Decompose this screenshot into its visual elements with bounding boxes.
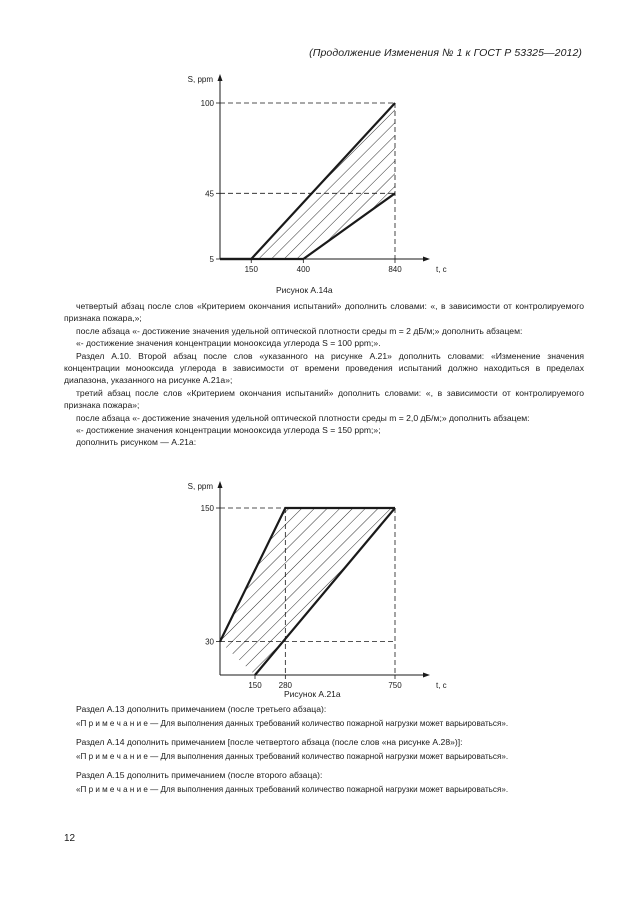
y-axis-arrow — [218, 74, 223, 81]
paragraph: Раздел А.14 дополнить примечанием [после четвертого абзаца (после слов «на рисунке А.28»)]: — [76, 736, 463, 747]
y-tick-label: 5 — [209, 255, 214, 264]
chart-a14a — [180, 70, 447, 285]
y-axis-arrow — [218, 481, 223, 488]
paragraph: Раздел А.15 дополнить примечанием (после второго абзаца): — [76, 769, 323, 780]
running-header: (Продолжение Изменения № 1 к ГОСТ Р 53325—2012) — [309, 47, 582, 59]
hatched-band — [220, 103, 395, 259]
paragraph: дополнить рисунком — А.21а: — [76, 437, 197, 448]
paragraph: Раздел А.10. Второй абзац после слов «указанного на рисунке А.21» дополнить словами: «Изменение значения концентрации монооксида углерода в зависимости от времени проведения испытаний должно находиться в пределах диапазона, указанного на рисунке А.21а»; — [64, 350, 584, 386]
hatched-band — [220, 508, 395, 675]
paragraph: третий абзац после слов «Критерием окончания испытаний» дополнить словами: «, в зависимости от контролируемого признака пожара»; — [64, 387, 584, 411]
y-tick-label: 45 — [205, 189, 214, 199]
note-paragraph: «П р и м е ч а н и е — Для выполнения данных требований количество пожарной нагрузки может варьироваться». — [76, 752, 509, 762]
paragraph: Раздел А.13 дополнить примечанием (после третьего абзаца): — [76, 704, 327, 714]
y-axis-label: S, ppm — [187, 75, 213, 84]
y-tick-label: 150 — [200, 504, 214, 513]
y-axis-label: S, ppm — [187, 482, 213, 491]
page-number: 12 — [64, 833, 76, 844]
x-axis-arrow — [423, 673, 430, 678]
x-tick-label: 150 — [244, 265, 258, 274]
figure-a21a-caption: Рисунок А.21а — [284, 689, 341, 699]
y-tick-label: 100 — [200, 99, 214, 108]
paragraph: после абзаца «- достижение значения удельной оптической плотности среды m = 2 дБ/м;» дополнить абзацем: — [76, 325, 523, 336]
figure-a14a — [180, 70, 447, 290]
x-tick-label: 750 — [388, 681, 402, 690]
x-axis-label: t, c — [436, 265, 447, 274]
x-tick-label: 280 — [278, 681, 293, 690]
paragraph: после абзаца «- достижение значения удельной оптической плотности среды m = 2,0 дБ/м;» дополнить абзацем: — [76, 412, 530, 423]
paragraph: «- достижение значения концентрации монооксида углерода S = 150 ppm;»; — [76, 425, 381, 436]
paragraph: «- достижение значения концентрации монооксида углерода S = 100 ppm;». — [76, 338, 381, 349]
note-paragraph: «П р и м е ч а н и е — Для выполнения данных требований количество пожарной нагрузки может варьироваться». — [76, 719, 509, 729]
x-axis-label: t, c — [436, 681, 447, 690]
x-axis-arrow — [423, 257, 430, 262]
y-tick-label: 30 — [205, 637, 214, 647]
note-paragraph: «П р и м е ч а н и е — Для выполнения данных требований количество пожарной нагрузки может варьироваться». — [76, 785, 509, 795]
x-tick-label: 400 — [296, 265, 311, 274]
body-text-2 — [64, 703, 584, 796]
body-text-1 — [64, 300, 584, 449]
x-tick-label: 150 — [248, 681, 262, 690]
paragraph: четвертый абзац после слов «Критерием окончания испытаний» дополнить словами: «, в зависимости от контролируемого признака пожара,»; — [64, 301, 584, 324]
chart-a21a — [180, 477, 447, 692]
figure-a14a-caption: Рисунок А.14а — [276, 285, 333, 295]
figure-a21a — [180, 477, 447, 697]
x-tick-label: 840 — [388, 265, 402, 274]
